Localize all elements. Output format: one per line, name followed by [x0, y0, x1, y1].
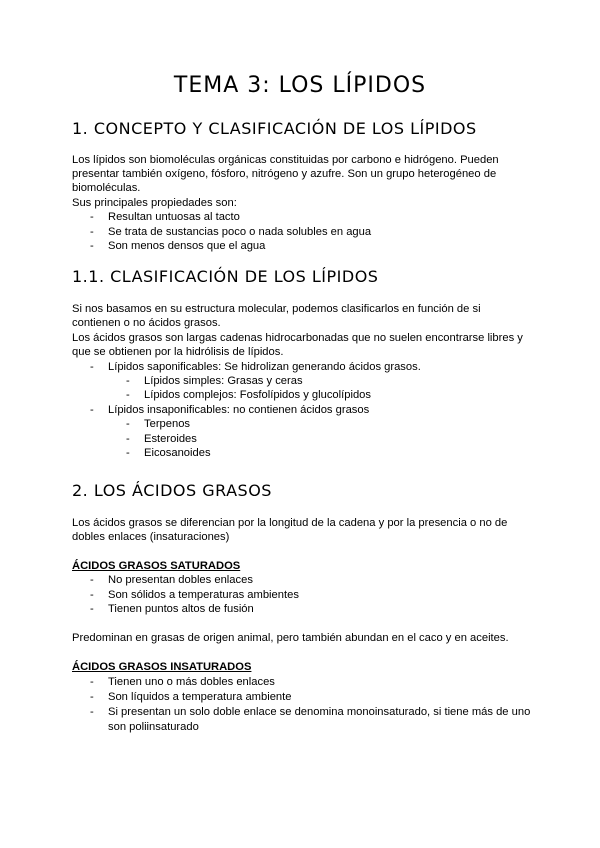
paragraph-line: biomoléculas. — [72, 182, 141, 194]
subheading-insaturados: ÁCIDOS GRASOS INSATURADOS — [72, 661, 252, 673]
sub-list-item: Terpenos — [144, 418, 191, 430]
paragraph-line: Si nos basamos en su estructura molecular, podemos clasificarlos en función de si — [72, 303, 481, 315]
list-item: Tienen uno o más dobles enlaces — [108, 676, 275, 688]
paragraph-line: contienen o no ácidos grasos. — [72, 317, 221, 329]
paragraph-line: presentar también oxígeno, fósforo, nitrógeno y azufre. Son un grupo heterogéneo de — [72, 168, 497, 180]
list-item: Son menos densos que el agua — [108, 240, 266, 252]
bullet-dash: - — [126, 389, 130, 401]
bullet-dash: - — [126, 375, 130, 387]
list-item: Son líquidos a temperatura ambiente — [108, 691, 292, 703]
list-item: Tienen puntos altos de fusión — [108, 603, 254, 615]
sub-list-item: Lípidos complejos: Fosfolípidos y glucolípidos — [144, 389, 371, 401]
list-item: Resultan untuosas al tacto — [108, 211, 240, 223]
paragraph-line: Predominan en grasas de origen animal, pero también abundan en el caco y en aceites. — [72, 632, 509, 644]
sub-list-item: Eicosanoides — [144, 447, 211, 459]
list-item-insaponificables: Lípidos insaponificables: no contienen ácidos grasos — [108, 404, 370, 416]
section-heading-1: 1. CONCEPTO Y CLASIFICACIÓN DE LOS LÍPIDOS — [72, 119, 477, 138]
bullet-dash: - — [90, 404, 94, 416]
paragraph-line: Los ácidos grasos se diferencian por la longitud de la cadena y por la presencia o no de — [72, 517, 508, 529]
page-title: TEMA 3: LOS LÍPIDOS — [173, 73, 427, 98]
section-heading-2: 2. LOS ÁCIDOS GRASOS — [72, 481, 272, 500]
paragraph-line: Los ácidos grasos son largas cadenas hidrocarbonadas que no suelen encontrarse libres y — [72, 332, 523, 344]
bullet-dash: - — [126, 447, 130, 459]
sub-list-item: Esteroides — [144, 433, 197, 445]
bullet-dash: - — [90, 226, 94, 238]
bullet-dash: - — [90, 589, 94, 601]
bullet-dash: - — [90, 211, 94, 223]
section-heading-1-1: 1.1. CLASIFICACIÓN DE LOS LÍPIDOS — [72, 267, 379, 286]
bullet-dash: - — [90, 574, 94, 586]
bullet-dash: - — [90, 240, 94, 252]
list-item-saponificables: Lípidos saponificables: Se hidrolizan generando ácidos grasos. — [108, 361, 421, 373]
bullet-dash: - — [90, 361, 94, 373]
list-item: Se trata de sustancias poco o nada solubles en agua — [108, 226, 372, 238]
list-item: Son sólidos a temperaturas ambientes — [108, 589, 299, 601]
list-item-continuation: son poliinsaturado — [108, 721, 199, 733]
bullet-dash: - — [126, 418, 130, 430]
bullet-dash: - — [126, 433, 130, 445]
paragraph-line: que se obtienen por la hidrólisis de lípidos. — [72, 346, 284, 358]
paragraph-line: Los lípidos son biomoléculas orgánicas constituidas por carbono e hidrógeno. Pueden — [72, 154, 499, 166]
bullet-dash: - — [90, 706, 94, 718]
paragraph-line: Sus principales propiedades son: — [72, 197, 237, 209]
subheading-saturados: ÁCIDOS GRASOS SATURADOS — [72, 560, 241, 572]
paragraph-line: dobles enlaces (insaturaciones) — [72, 531, 230, 543]
list-item: Si presentan un solo doble enlace se denomina monoinsaturado, si tiene más de uno — [108, 706, 531, 718]
bullet-dash: - — [90, 691, 94, 703]
list-item: No presentan dobles enlaces — [108, 574, 253, 586]
sub-list-item: Lípidos simples: Grasas y ceras — [144, 375, 303, 387]
bullet-dash: - — [90, 603, 94, 615]
bullet-dash: - — [90, 676, 94, 688]
